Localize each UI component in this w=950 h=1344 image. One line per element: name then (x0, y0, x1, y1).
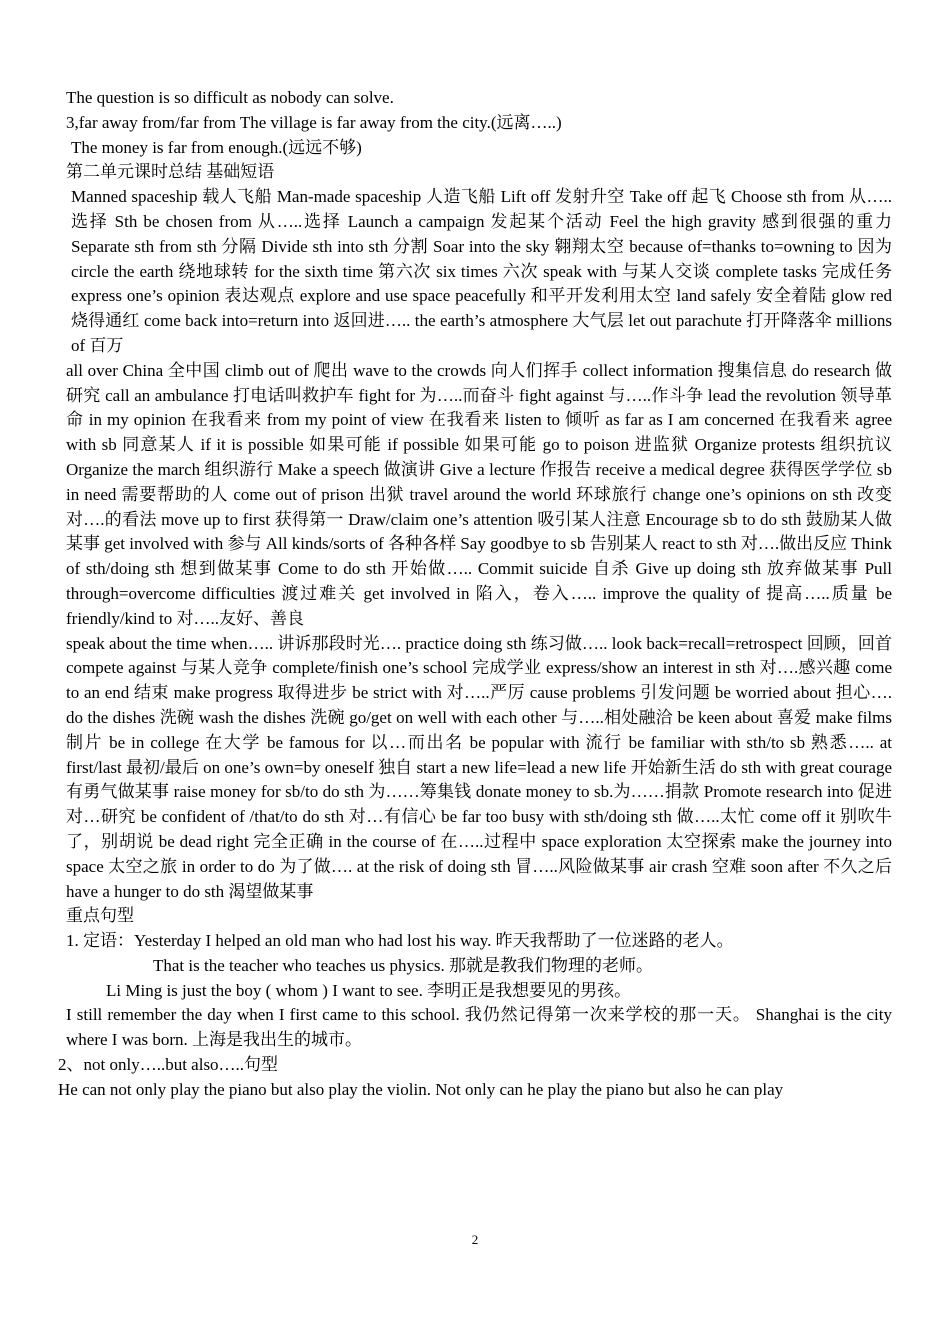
sentence-2: That is the teacher who teaches us physics. 那就是教我们物理的老师。 (153, 955, 653, 975)
phrase-paragraph-2: all over China 全中国 climb out of 爬出 wave to the crowds 向人们挥手 collect information 搜集信息 do research 做研究 call an ambulance 打电话叫救护车 fight for 为…..而奋斗 fight against 与…..作斗争 lead the revolution 领导革命 in my opinion 在我看来 from my point of view 在我看来 listen to 倾听 as far as I am concerned 在我看来 agree with sb 同意某人 if it is possible 如果可能 if possible 如果可能 go to poison 进监狱 Organize protests 组织抗议 Organize the march 组织游行 Make a speech 做演讲 Give a lecture 作报告 receive a medical degree 获得医学学位 sb in need 需要帮助的人 come out of prison 出狱 travel around the world 环球旅行 change one’s opinions on sth 改变对….的看法 move up to first 获得第一 Draw/claim one’s attention 吸引某人注意 Encourage sb to do sth 鼓励某人做某事 get involved with 参与 All kinds/sorts of 各种各样 Say goodbye to sb 告别某人 react to sth 对….做出反应 Think of sth/doing sth 想到做某事 Come to do sth 开始做….. Commit suicide 自杀 Give up doing sth 放弃做某事 Pull through=overcome difficulties 渡过难关 get involved in 陷入，卷入….. improve the quality of 提高…..质量 be friendly/kind to 对…..友好、善良 (66, 360, 892, 628)
sentence-5: 2、not only…..but also…..句型 (58, 1055, 279, 1075)
sentence-6: He can not only play the piano but also play the violin. Not only can he play the piano but also he can play (58, 1079, 784, 1099)
key-sentences-title: 重点句型 (66, 906, 134, 926)
text-line-2: 3,far away from/far from The village is far away from the city.(远离…..) (66, 112, 562, 132)
phrase-paragraph-1: Manned spaceship 载人飞船 Man-made spaceship 人造飞船 Lift off 发射升空 Take off 起飞 Choose sth from 从…..选择 Sth be chosen from 从…..选择 Launch a campaign 发起某个活动 Feel the high gravity 感到很强的重力 Separate sth from sth 分隔 Divide sth into sth 分割 Soar into the sky 翱翔太空 because of=thanks to=owning to 因为 circle the earth 绕地球转 for the sixth time 第六次 six times 六次 speak with 与某人交谈 complete tasks 完成任务 express one’s opinion 表达观点 explore and use space peacefully 和平开发利用太空 land safely 安全着陆 glow red 烧得通红 come back into=return into 返回进….. the earth’s atmosphere 大气层 let out parachute 打开降落伞 millions of 百万 (71, 187, 892, 355)
section-title: 第二单元课时总结 基础短语 (66, 162, 275, 182)
phrase-paragraph-3: speak about the time when….. 讲诉那段时光…. practice doing sth 练习做….. look back=recall=retrospect 回顾，回首 compete against 与某人竞争 complete/finish one’s school 完成学业 express/show an interest in sth 对….感兴趣 come to an end 结束 make progress 取得进步 be strict with 对…..严厉 cause problems 引发问题 be worried about 担心…. do the dishes 洗碗 wash the dishes 洗碗 go/get on well with each other 与…..相处融洽 be keen about 喜爱 make films 制片 be in college 在大学 be famous for 以…而出名 be popular with 流行 be familiar with sth/to sb 熟悉….. at first/last 最初/最后 on one’s own=by oneself 独自 start a new life=lead a new life 开始新生活 do sth with great courage 有勇气做某事 raise money for sb/to do sth 为……筹集钱 donate money to sb.为……捐款 Promote research into 促进对…研究 be confident of /that/to do sth 对…有信心 be far too busy with sth/doing sth 做…..太忙 come off it 别吹牛了，别胡说 be dead right 完全正确 in the course of 在…..过程中 space exploration 太空探索 make the journey into space 太空之旅 in order to do 为了做…. at the risk of doing sth 冒…..风险做某事 air crash 空难 soon after 不久之后 have a hunger to do sth 渴望做某事 (66, 633, 892, 901)
text-line-3: The money is far from enough.(远远不够) (71, 137, 362, 157)
sentence-3: Li Ming is just the boy ( whom ) I want to see. 李明正是我想要见的男孩。 (106, 980, 632, 1000)
document-body (58, 86, 892, 1103)
text-line-1: The question is so difficult as nobody can solve. (66, 88, 394, 107)
sentence-1: 1. 定语：Yesterday I helped an old man who had lost his way. 昨天我帮助了一位迷路的老人。 (66, 931, 734, 951)
page-number: 2 (471, 1232, 479, 1247)
sentence-4: I still remember the day when I first came to this school. 我仍然记得第一次来学校的那一天。 Shanghai is the city where I was born. 上海是我出生的城市。 (66, 1005, 892, 1050)
